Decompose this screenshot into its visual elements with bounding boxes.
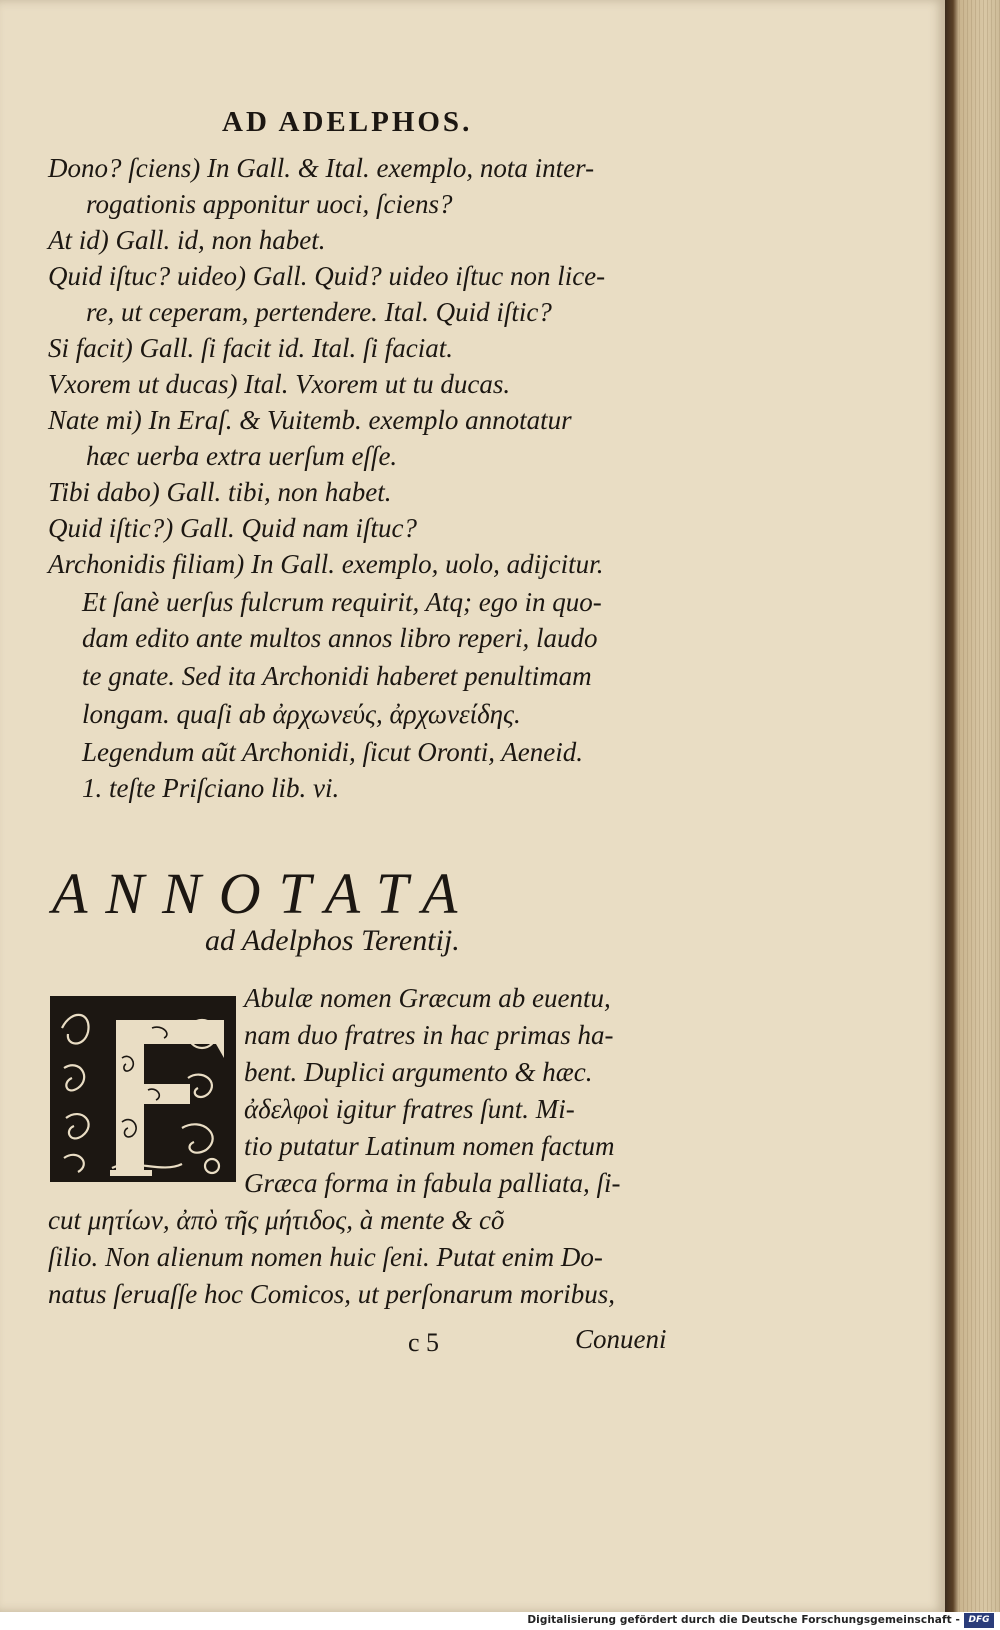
note-line: Dono? ſciens) In Gall. & Ital. exemplo, nota inter- bbox=[48, 153, 595, 183]
signature-mark: c 5 bbox=[408, 1328, 440, 1357]
body-line: ſilio. Non alienum nomen huic ſeni. Putat enim Do- bbox=[48, 1242, 603, 1272]
note-line: At id) Gall. id, non habet. bbox=[48, 225, 326, 255]
footer-credit: Digitalisierung gefördert durch die Deutsche Forschungsgemeinschaft - bbox=[527, 1614, 960, 1626]
body-line: Abulæ nomen Græcum ab euentu, bbox=[244, 983, 611, 1013]
note-line: longam. quaſi ab ἀρχωνεύς, ἀρχωνείδης. bbox=[82, 699, 521, 729]
running-head: AD ADELPHOS. bbox=[222, 106, 473, 138]
page-edge bbox=[945, 0, 1000, 1612]
note-line: Tibi dabo) Gall. tibi, non habet. bbox=[48, 477, 392, 507]
page-stack bbox=[959, 0, 1000, 1612]
body-line: cut μητίων, ἀπὸ τῆς μήτιδος, à mente & cõ bbox=[48, 1205, 505, 1235]
note-line: Quid iſtuc? uideo) Gall. Quid? uideo iſtuc non lice- bbox=[48, 261, 606, 291]
catchword: Conueni bbox=[575, 1324, 667, 1354]
body-line: nam duo fratres in hac primas ha- bbox=[244, 1020, 614, 1050]
note-line: 1. teſte Priſciano lib. vi. bbox=[82, 773, 340, 803]
note-line: Vxorem ut ducas) Ital. Vxorem ut tu ducas. bbox=[48, 369, 511, 399]
section-title: ANNOTATA bbox=[52, 861, 476, 926]
dfg-logo-icon: DFG bbox=[964, 1613, 994, 1628]
body-line: ἀδελφοὶ igitur fratres ſunt. Mi- bbox=[244, 1094, 575, 1124]
note-line: Legendum aũt Archonidi, ſicut Oronti, Aeneid. bbox=[82, 737, 583, 767]
note-line: hæc uerba extra uerſum eſſe. bbox=[86, 441, 398, 471]
note-line: Et ſanè uerſus fulcrum requirit, Atq; ego in quo- bbox=[82, 587, 602, 617]
body-line: Græca forma in fabula palliata, ſi- bbox=[244, 1168, 621, 1198]
note-line: te gnate. Sed ita Archonidi haberet penultimam bbox=[82, 661, 592, 691]
note-line: rogationis apponitur uoci, ſciens? bbox=[86, 189, 453, 219]
body-line: bent. Duplici argumento & hæc. bbox=[244, 1057, 593, 1087]
body-line: natus ſeruaſſe hoc Comicos, ut perſonarum moribus, bbox=[48, 1279, 615, 1309]
note-line: re, ut ceperam, pertendere. Ital. Quid iſtic? bbox=[86, 297, 552, 327]
note-line: Si facit) Gall. ſi facit id. Ital. ſi faciat. bbox=[48, 333, 453, 363]
decorated-initial-f-icon bbox=[50, 996, 236, 1182]
initial-ornament-svg bbox=[52, 998, 234, 1180]
note-line: Quid iſtic?) Gall. Quid nam iſtuc? bbox=[48, 513, 417, 543]
note-line: Archonidis filiam) In Gall. exemplo, uolo, adijcitur. bbox=[48, 549, 604, 579]
note-line: Nate mi) In Eraſ. & Vuitemb. exemplo annotatur bbox=[48, 405, 572, 435]
section-subtitle: ad Adelphos Terentij. bbox=[205, 924, 460, 957]
note-line: dam edito ante multos annos libro reperi, laudo bbox=[82, 623, 598, 653]
body-line: tio putatur Latinum nomen factum bbox=[244, 1131, 615, 1161]
